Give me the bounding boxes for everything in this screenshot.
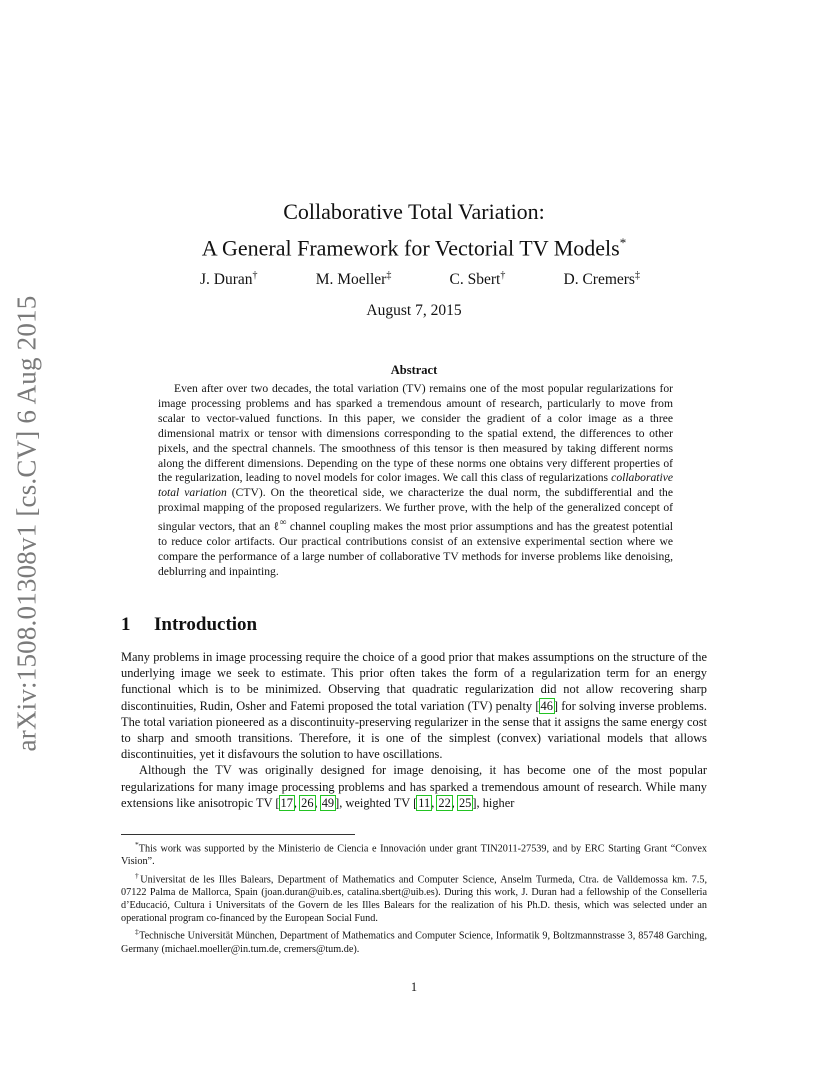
footnote [121, 869, 707, 926]
paragraph-text: Although the TV was originally designed for image denoising, it has become one of the most popular regularizations for many image processing problems and has sparked a tremendous amount of research. While many extensions like anisotropic TV [ [121, 763, 707, 810]
title-line-2-text: A General Framework for Vectorial TV Models [201, 235, 620, 261]
abstract-heading: Abstract [390, 363, 438, 377]
title-footnote-mark: * [619, 235, 627, 250]
author-name: D. Cremers [563, 271, 635, 289]
abstract-text: channel coupling makes the most prior assumptions and has the greatest potential to reduce color artifacts. Our practical contributions consist of an extensive experimental section where we compare the performance of a large number of collaborative TV methods for inverse problems like denoising, deblurring and inpainting. [158, 520, 673, 578]
footnote-divider [121, 834, 355, 835]
page-number: 1 [410, 980, 418, 994]
introduction-body [121, 649, 707, 811]
footnotes [121, 838, 707, 956]
arxiv-id: arXiv:1508.01308v1 [cs.CV] 6 Aug 2015 [11, 295, 42, 751]
author-name: C. Sbert [449, 271, 501, 289]
paragraph-text: ], weighted TV [ [335, 795, 418, 810]
footnote-text: Universitat de les Illes Balears, Department of Mathematics and Computer Science, Anselm Turmeda, Ctra. de Valldemossa km. 7.5, 07122 Palma de Mallorca, Spain (joan.duran@uib.es, catalina.sbert@uib.es). During this work, J. Duran had a fellowship of the Conselleria d’Educació, Cultura i Universitats of the Govern de les Illes Balears for the realization of his Ph.D. thesis, which was selected under an operational program co-financed by the European Social Fund. [121, 873, 707, 925]
paragraph [121, 649, 707, 762]
citation-link[interactable]: 25 [458, 795, 472, 810]
abstract-text: Even after over two decades, the total variation (TV) remains one of the most popular regularizations for image processing problems and has sparked a tremendous amount of research, particularly to move from scalar to vector-valued functions. In this paper, we consider the gradient of a color image as a three dimensional matrix or tensor with dimensions corresponding to the spatial extend, the differences to other pixels, and the spectral channels. The smoothness of this tensor is then measured by taking different norms along the different dimensions. Depending on the type of these norms one obtains very different properties of the regularization, leading to novel models for color images. We call this class of regularizations [158, 382, 673, 485]
paper-date: August 7, 2015 [366, 302, 462, 319]
abstract-body [158, 382, 673, 580]
footnote-mark: ‡ [135, 927, 140, 937]
title-line-2 [0, 227, 828, 263]
paragraph-text: ] for solving inverse problems. The total variation pioneered as a discontinuity-preserving regularizer in the sense that it assigns the same energy cost to sharp and smooth transitions. Therefore, it is one of the simplest (convex) variational models that allows discontinuities, yet it disfavours the solution to have oscillations. [121, 698, 707, 762]
author-mark: ‡ [386, 270, 392, 281]
ell-infinity-superscript: ∞ [279, 517, 287, 529]
author [564, 270, 640, 289]
citation-link[interactable]: 22 [438, 795, 451, 810]
author-mark: † [500, 270, 506, 281]
section-title: Introduction [154, 614, 258, 635]
paragraph-text: ], higher [472, 795, 515, 810]
section-heading [121, 614, 257, 636]
paper-title [0, 196, 828, 263]
footnote-mark: † [135, 870, 141, 880]
author-name: M. Moeller [315, 271, 387, 289]
abstract-text: (CTV). On the theoretical side, we characterize the dual norm, the subdifferential and the proximal mapping of the proposed regularizers. We further prove, with the help of the generalized concept of singular vectors, that an ℓ [158, 486, 673, 534]
footnote-mark: * [135, 840, 139, 849]
abstract-emphasis: collaborative total variation [158, 471, 673, 500]
author [450, 270, 506, 289]
citation-link[interactable]: 49 [321, 795, 335, 810]
footnote [121, 925, 707, 956]
citation-link[interactable]: 11 [418, 795, 431, 810]
paragraph: Although the TV was originally designed for image denoising, it has become one of the most popular regularizations for many image processing problems and has sparked a tremendous amount of research. While many extensions like anisotropic TV [17, 26, 49], weighted TV [11, 22, 25], higher [121, 763, 707, 810]
footnote-text: Technische Universität München, Department of Mathematics and Computer Science, Informatik 9, Boltzmannstrasse 3, 85748 Garching, Germany (michael.moeller@in.tum.de, cremers@tum.de). [121, 930, 707, 955]
footnote [121, 838, 707, 869]
citation-link[interactable]: 46 [540, 698, 553, 713]
paragraph-text: Many problems in image processing require the choice of a good prior that makes assumptions on the structure of the underlying image we seek to estimate. This prior often takes the form of a regularization term for an energy functional which is to be minimized. Observing that quadratic regularization did not allow recovering sharp discontinuities, Rudin, Osher and Fatemi proposed the total variation (TV) penalty [ [121, 650, 707, 713]
author-list [200, 270, 640, 289]
arxiv-stamp [6, 288, 48, 758]
author [316, 270, 392, 289]
author-mark: ‡ [634, 270, 640, 281]
author-mark: † [252, 270, 258, 281]
footnote-text: This work was supported by the Ministerio de Ciencia e Innovación under grant TIN2011-27539, and by ERC Starting Grant “Convex Vision”. [121, 843, 707, 868]
author-name: J. Duran [200, 271, 253, 289]
section-number: 1 [121, 614, 131, 635]
citation-link[interactable]: 17 [280, 795, 293, 810]
author [200, 270, 258, 289]
citation-link[interactable]: 26 [301, 795, 314, 810]
title-line-1: Collaborative Total Variation: [283, 199, 545, 224]
